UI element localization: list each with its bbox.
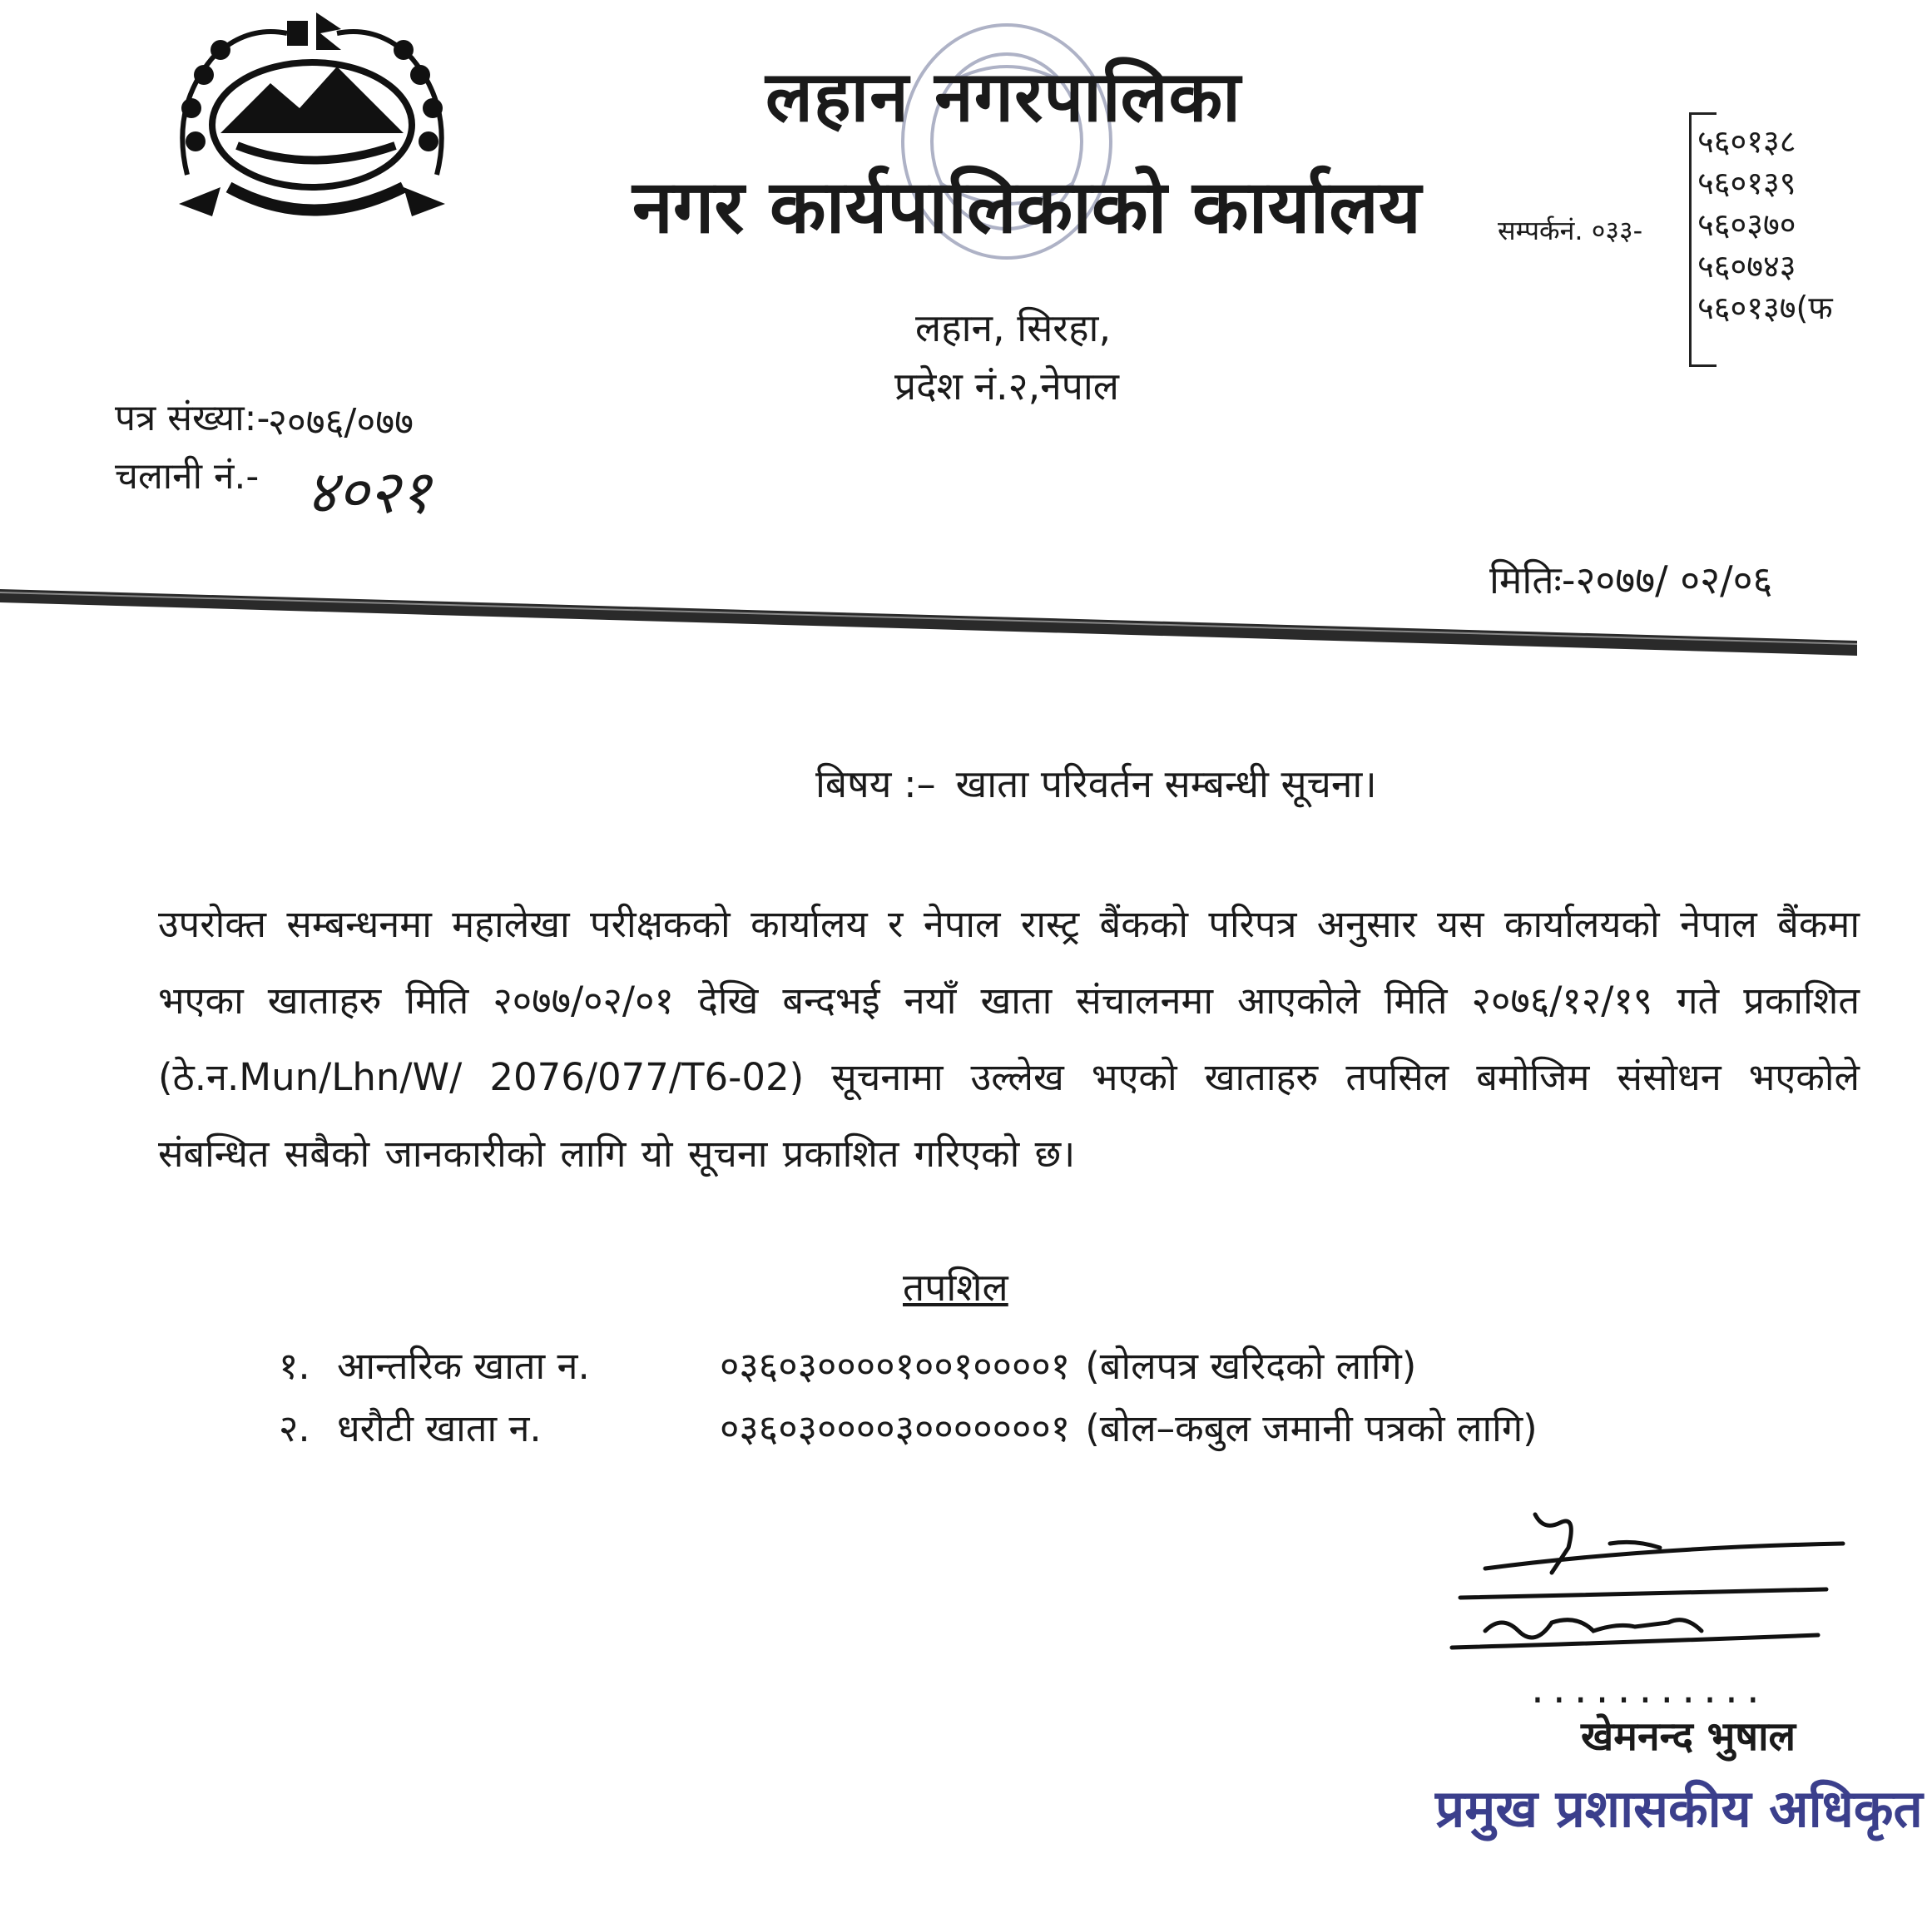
account-name: धरौटी खाता न. — [337, 1406, 542, 1450]
account-number: ०३६०३००००३०००००००१ — [720, 1406, 1071, 1450]
notice-body: उपरोक्त सम्बन्धनमा महालेखा परीक्षकको कार्यालय र नेपाल रास्ट्र बैंकको परिपत्र अनुसार यस कार्यालयको नेपाल बैंकमा भएका खाताहरु मिति २०७७/०२/०१ देखि बन्दभई नयाँ खाता संचालनमा आएकोले मिति २०७६/१२/१९ गते प्रकाशित (ठे.न.Mun/Lhn/W/ 2076/077/T6-02) सूचनामा उल्लेख भएको खाताहरु तपसिल बमोजिम संसोधन भएकोले संबन्धित सबैको जानकारीको लागि यो सूचना प्रकाशित गरिएको छ। — [158, 902, 1860, 1176]
nepal-emblem-icon — [154, 8, 470, 241]
account-number: ०३६०३००००१००१००००१ — [720, 1344, 1071, 1388]
account-item — [279, 1402, 1538, 1453]
municipality-name: लहान नगरपालिका — [765, 56, 1241, 137]
phone-number: ५६०३७० — [1697, 206, 1796, 243]
signer-title: प्रमुख प्रशासकीय अधिकृत — [1435, 1778, 1923, 1839]
account-item — [279, 1340, 1416, 1390]
phone-number: ५६०७४३ — [1697, 248, 1796, 285]
signature-dots: ........... — [1531, 1664, 1768, 1712]
office-name: नगर कार्यपालिकाको कार्यालय — [632, 164, 1421, 250]
handwritten-signature-icon — [1435, 1498, 1851, 1664]
address-line-1: लहान, सिरहा, — [915, 305, 1112, 350]
contact-label: सम्पर्कनं. ०३३- — [1498, 215, 1643, 246]
phone-number: ५६०१३८ — [1697, 123, 1796, 160]
phone-number: ५६०१३९ — [1697, 165, 1796, 201]
contact-numbers — [1697, 121, 1833, 329]
subject-text: खाता परिवर्तन सम्बन्धी सूचना। — [955, 761, 1377, 806]
subject-line — [815, 757, 1377, 809]
account-purpose: (बोल–कबुल जमानी पत्रको लागि) — [1085, 1406, 1538, 1450]
address-line-2: प्रदेश नं.२,नेपाल — [894, 364, 1119, 409]
dispatch-label: चलानी नं.- — [115, 455, 260, 498]
header-divider — [0, 586, 1857, 656]
reference-label: पत्र संख्या:- — [115, 397, 270, 439]
dispatch-number: ४०२१ — [306, 457, 431, 527]
schedule-title: तपशिल — [903, 1265, 1008, 1310]
account-index: १. — [279, 1344, 310, 1388]
account-index: २. — [279, 1406, 310, 1450]
letter-date: मितिः-२०७७/ ०२/०६ — [1489, 558, 1773, 602]
signer-name: खेमनन्द भुषाल — [1581, 1713, 1796, 1760]
account-name: आन्तरिक खाता न. — [337, 1344, 590, 1388]
subject-label: बिषय :– — [815, 761, 936, 806]
phone-number: ५६०१३७(फ — [1697, 290, 1833, 326]
account-purpose: (बोलपत्र खरिदको लागि) — [1085, 1344, 1417, 1388]
reference-value: २०७६/०७७ — [268, 401, 414, 444]
